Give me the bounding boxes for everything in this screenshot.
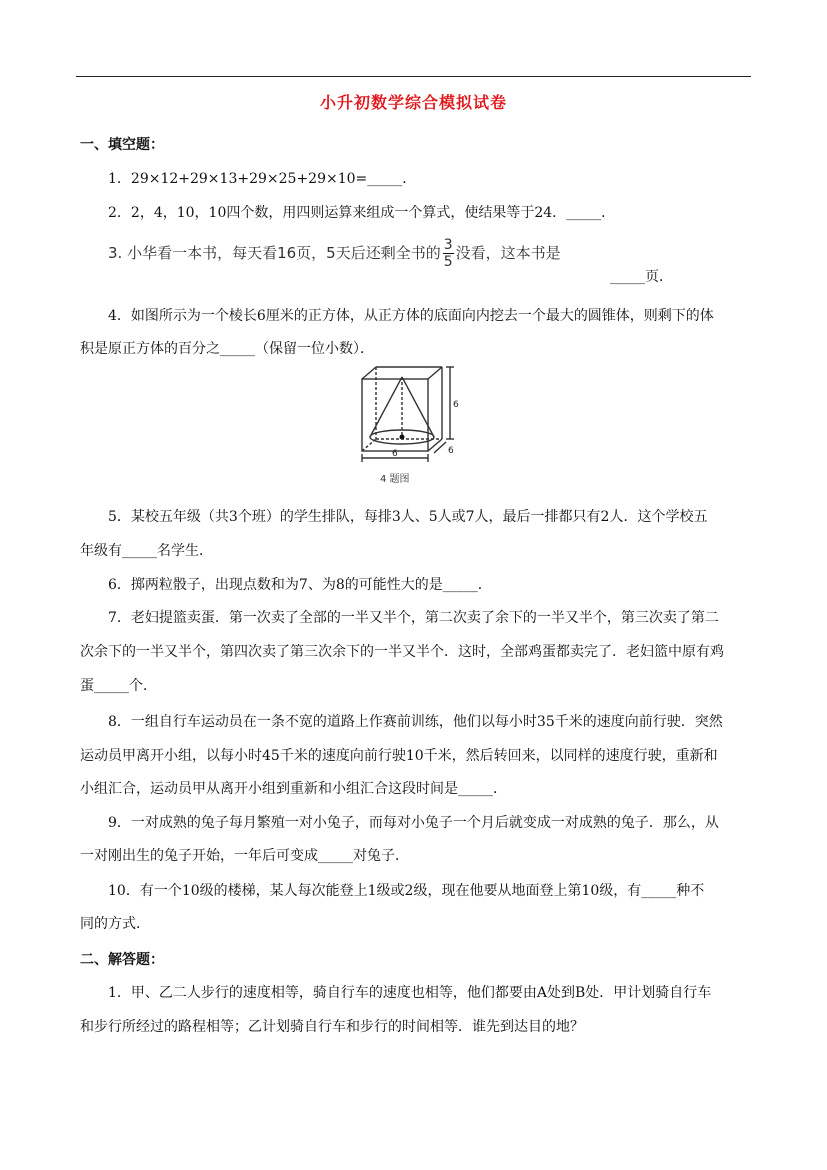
question-1: 1．29×12+29×13+29×25+29×10=_____．: [108, 171, 417, 187]
question-3-blank: _____页．: [610, 269, 673, 285]
problem-1-line-2: 和步行所经过的路程相等；乙计划骑自行车和步行的时间相等．谁先到达目的地？: [80, 1019, 584, 1035]
fraction-denominator: 5: [443, 254, 453, 270]
question-8-line-1: 8．一组自行车运动员在一条不宽的道路上作赛前训练，他们以每小时35千米的速度向前行驶．突然: [108, 714, 723, 730]
question-7-line-3: 蛋_____个．: [80, 678, 157, 694]
question-8-line-2: 运动员甲离开小组，以每小时45千米的速度向前行驶10千米，然后转回来，以同样的速度行驶，重新和: [80, 748, 718, 764]
question-4-line-2: 积是原正方体的百分之_____（保留一位小数）．: [80, 341, 374, 357]
cube-cone-figure: [360, 365, 470, 465]
question-5-line-2: 年级有_____名学生．: [80, 543, 213, 559]
figure-dim-bottom: 6: [392, 449, 398, 459]
question-7-line-2: 次余下的一半又半个，第四次卖了第三次余下的一半又半个．这时，全部鸡蛋都卖完了．老妇篮中原有鸡: [80, 644, 724, 660]
question-7-line-1: 7．老妇提篮卖蛋．第一次卖了全部的一半又半个，第二次卖了余下的一半又半个，第三次卖了第二: [108, 610, 719, 626]
figure-caption: 4 题图: [380, 474, 410, 485]
question-3: [108, 238, 750, 269]
section-fill-in-heading: 一、填空题：: [80, 137, 164, 153]
problem-1-line-1: 1．甲、乙二人步行的速度相等，骑自行车的速度也相等，他们都要由A处到B处．甲计划骑自行车: [108, 985, 712, 1001]
figure-dim-depth: 6: [448, 446, 454, 456]
question-9-line-2: 一对刚出生的兔子开始，一年后可变成_____对兔子．: [80, 848, 409, 864]
question-10-line-1: 10．有一个10级的楼梯，某人每次能登上1级或2级，现在他要从地面登上第10级，有_____种不: [108, 883, 705, 899]
section-solve-heading: 二、解答题：: [80, 952, 164, 968]
question-9-line-1: 9．一对成熟的兔子每月繁殖一对小兔子，而每对小兔子一个月后就变成一对成熟的兔子．那么，从: [108, 815, 719, 831]
question-2: 2．2，4，10，10四个数，用四则运算来组成一个算式，使结果等于24．_____．: [108, 205, 616, 221]
question-10-line-2: 同的方式．: [80, 916, 150, 932]
question-3-text: 3. 小华看一本书，每天看16页，5天后还剩全书的: [108, 244, 441, 262]
figure-dim-right: 6: [453, 400, 459, 410]
fraction-numerator: 3: [443, 237, 453, 253]
question-6: 6．掷两粒骰子，出现点数和为7、为8的可能性大的是_____．: [108, 577, 492, 593]
fraction: [443, 238, 454, 269]
question-3-text-post: 没看，这本书是: [455, 244, 561, 262]
page-title: 小升初数学综合模拟试卷: [319, 93, 507, 112]
header-rule: [76, 76, 751, 77]
question-4-line-1: 4．如图所示为一个棱长6厘米的正方体，从正方体的底面向内挖去一个最大的圆锥体，则剩下的体: [108, 308, 714, 324]
question-5-line-1: 5．某校五年级（共3个班）的学生排队，每排3人、5人或7人，最后一排都只有2人．这个学校五: [108, 509, 708, 525]
question-8-line-3: 小组汇合，运动员甲从离开小组到重新和小组汇合这段时间是_____．: [80, 781, 507, 797]
